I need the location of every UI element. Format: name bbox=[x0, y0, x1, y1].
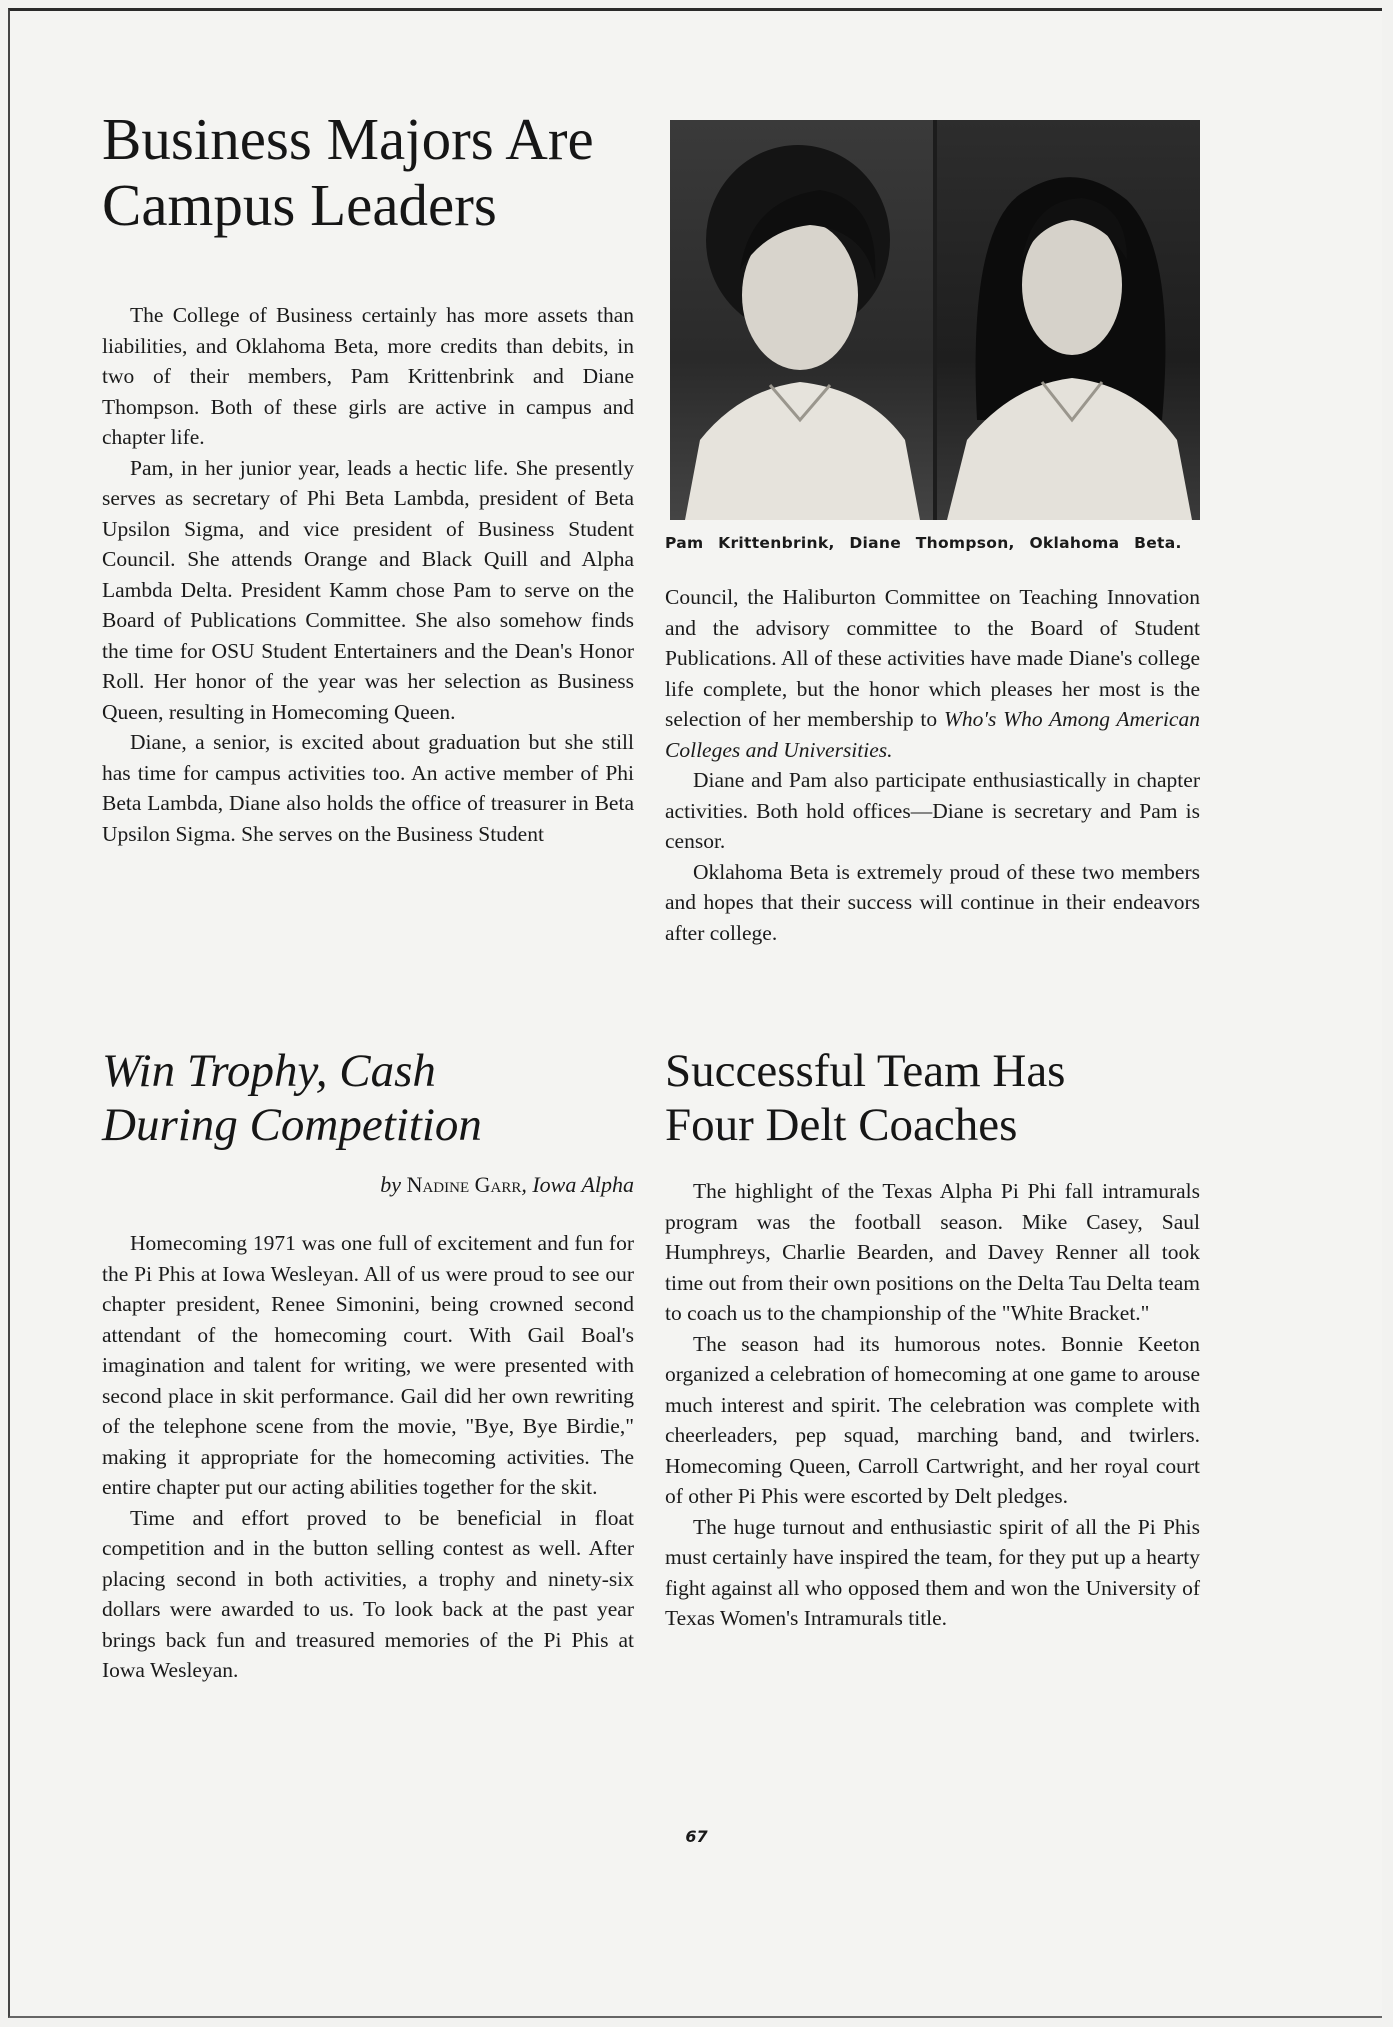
article1-left-column bbox=[102, 300, 634, 849]
article3-paragraph: The season had its humorous notes. Bonnie Keeton organized a celebration of homecoming at one game to arouse much interest and spirit. The celebration was complete with cheerleaders, pep squad, marching band, and twirlers. Homecoming Queen, Carroll Cartwright, and her royal court of other Pi Phis were escorted by Delt pledges. bbox=[665, 1331, 1200, 1508]
article2-title-line1: Win Trophy, Cash bbox=[102, 1045, 436, 1097]
article1-title-line2: Campus Leaders bbox=[102, 172, 497, 238]
article1-header bbox=[102, 106, 634, 238]
byline-by: by bbox=[380, 1172, 407, 1197]
article3-paragraph: The highlight of the Texas Alpha Pi Phi fall intramurals program was the football season. Mike Casey, Saul Humphreys, Charlie Bearden, and Davey Renner all took time out from their own positions on the Delta Tau Delta team to coach us to the championship of the "White Bracket." bbox=[665, 1179, 1200, 1325]
article3-title-line2: Four Delt Coaches bbox=[665, 1099, 1018, 1151]
portrait-right-figure bbox=[937, 120, 1200, 520]
article3-paragraph: The huge turnout and enthusiastic spirit of all the Pi Phis must certainly have inspired the team, for they put up a hearty fight against all who opposed them and won the University of Texas Women's Intramurals title. bbox=[665, 1514, 1200, 1630]
photo-caption: Pam Krittenbrink, Diane Thompson, Oklahoma Beta. bbox=[665, 534, 1182, 552]
article1-paragraph: Pam, in her junior year, leads a hectic life. She presently serves as secretary of Phi Beta Lambda, president of Beta Upsilon Sigma, and vice president of Business Student Council. She attends Orange and Black Quill and Alpha Lambda Delta. President Kamm chose Pam to serve on the Board of Publications Committee. She also somehow finds the time for OSU Student Entertainers and the Dean's Honor Roll. Her honor of the year was her selection as Business Queen, resulting in Homecoming Queen. bbox=[102, 455, 634, 724]
article1-paragraph: Oklahoma Beta is extremely proud of these two members and hopes that their success will continue in their endeavors after college. bbox=[665, 859, 1200, 945]
article1-title-line1: Business Majors Are bbox=[102, 106, 594, 172]
article1-continued-text: Council, the Haliburton Committee on Teaching Innovation and the advisory committee to the Board of Student Publications. All of these activities have made Diane's college life complete, but the honor which pleases her most is the selection of her membership to bbox=[665, 585, 1200, 731]
whos-who-title: Who's Who Among American Colleges and Universities. bbox=[665, 707, 1200, 762]
portrait-right bbox=[937, 120, 1200, 520]
portrait-photo bbox=[670, 120, 1200, 520]
byline-author: Nadine Garr bbox=[406, 1172, 522, 1197]
article1-paragraph: Diane and Pam also participate enthusiastically in chapter activities. Both hold offices—Diane is secretary and Pam is censor. bbox=[665, 768, 1200, 853]
article1-right-column bbox=[665, 582, 1200, 948]
article2-title bbox=[102, 1044, 634, 1152]
article2 bbox=[102, 1044, 634, 1686]
article1-paragraph: The College of Business certainly has more assets than liabilities, and Oklahoma Beta, more credits than debits, in two of their members, Pam Krittenbrink and Diane Thompson. Both of these girls are active in campus and chapter life. bbox=[102, 303, 634, 449]
article1-continued-paragraph bbox=[665, 582, 1200, 765]
article2-title-line2: During Competition bbox=[102, 1099, 482, 1151]
portrait-left-figure bbox=[670, 120, 933, 520]
article3-title bbox=[665, 1044, 1200, 1152]
article2-byline bbox=[102, 1172, 634, 1198]
portrait-left bbox=[670, 120, 933, 520]
byline-chapter: , Iowa Alpha bbox=[521, 1172, 634, 1197]
article2-paragraph: Homecoming 1971 was one full of excitement and fun for the Pi Phis at Iowa Wesleyan. All of us were proud to see our chapter president, Renee Simonini, being crowned second attendant of the homecoming court. With Gail Boal's imagination and talent for writing, we were presented with second place in skit performance. Gail did her own rewriting of the telephone scene from the movie, "Bye, Bye Birdie," making it appropriate for the homecoming activities. The entire chapter put our acting abilities together for the skit. bbox=[102, 1231, 634, 1499]
article3-title-line1: Successful Team Has bbox=[665, 1045, 1066, 1097]
article2-paragraph: Time and effort proved to be beneficial in float competition and in the button selling contest as well. After placing second in both activities, a trophy and ninety-six dollars were awarded to us. To look back at the past year brings back fun and treasured memories of the Pi Phis at Iowa Wesleyan. bbox=[102, 1505, 634, 1682]
page-number: 67 bbox=[685, 1827, 708, 1846]
article3 bbox=[665, 1044, 1200, 1634]
article1-paragraph: Diane, a senior, is excited about graduation but she still has time for campus activities too. An active member of Phi Beta Lambda, Diane also holds the office of treasurer in Beta Upsilon Sigma. She serves on the Business Student bbox=[102, 730, 634, 846]
article1-title bbox=[102, 106, 634, 238]
